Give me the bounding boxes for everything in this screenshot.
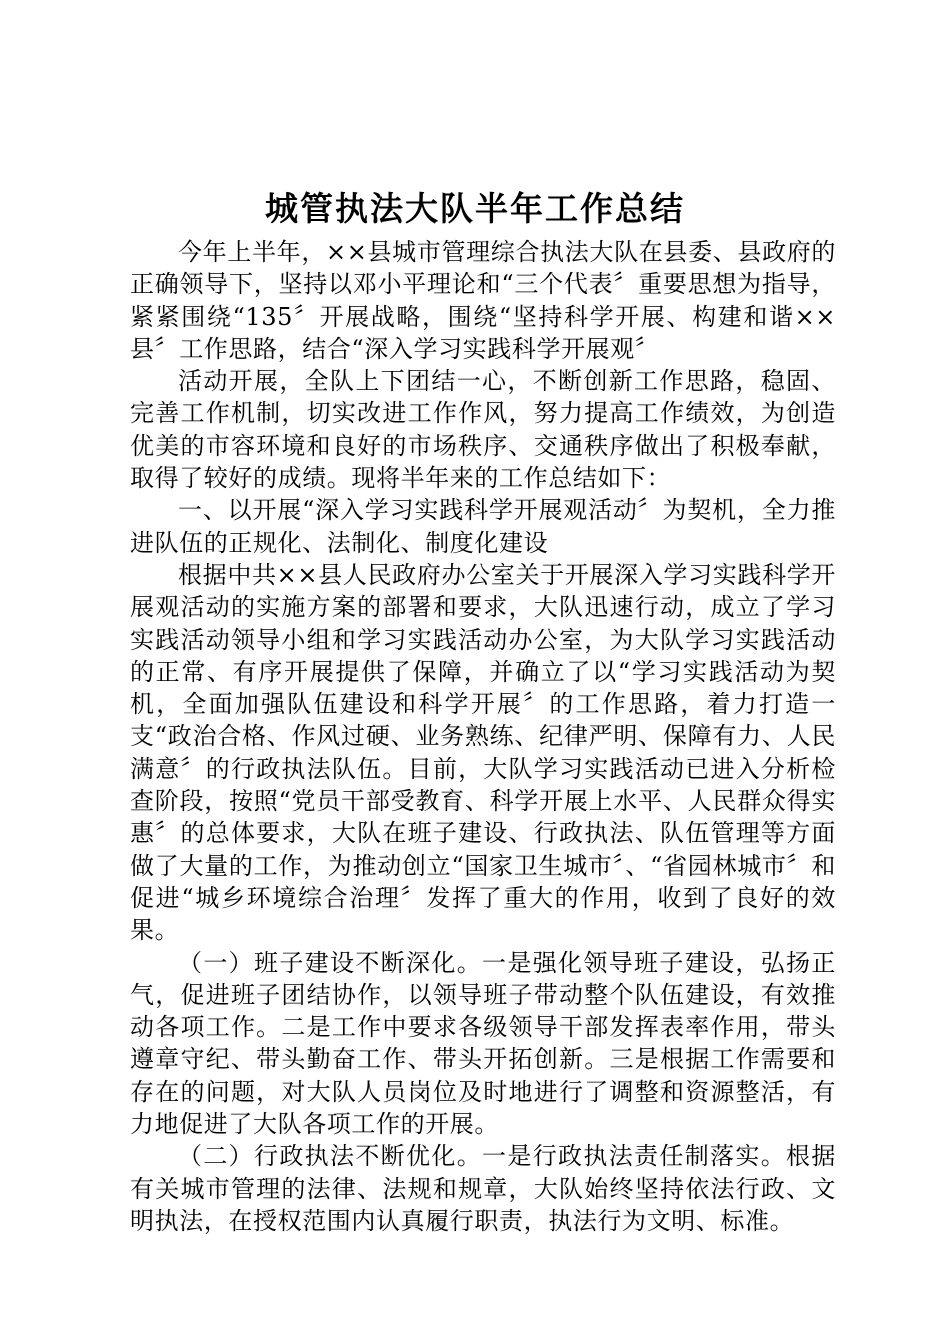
paragraph-leadership: （一）班子建设不断深化。一是强化领导班子建设，弘扬正气，促进班子团结协作，以领导班子带动整个队伍建设，有效推动各项工作。二是工作中要求各级领导干部发挥表率作用，带头遵章守纪、带头勤奋工作、带头开拓创新。三是根据工作需要和存在的问题，对大队人员岗位及时地进行了调整和资源整活，有力地促进了大队各项工作的开展。	[130, 948, 836, 1139]
paragraph-intro: 今年上半年，××县城市管理综合执法大队在县委、县政府的正确领导下，坚持以邓小平理论和“三个代表〞重要思想为指导，紧紧围绕“135〞开展战略，围绕“坚持科学开展、构建和谐××县〞工作思路，结合“深入学习实践科学开展观〞	[130, 238, 836, 363]
paragraph-achievements: 活动开展，全队上下团结一心，不断创新工作思路，稳固、完善工作机制，切实改进工作作风，努力提高工作绩效，为创造优美的市容环境和良好的市场秩序、交通秩序做出了积极奉献，取得了较好的成绩。现将半年来的工作总结如下：	[130, 367, 836, 493]
document-body	[130, 236, 836, 1237]
paragraph-study-practice: 根据中共××县人民政府办公室关于开展深入学习实践科学开展观活动的实施方案的部署和要求，大队迅速行动，成立了学习实践活动领导小组和学习实践活动办公室，为大队学习实践活动的正常、有序开展提供了保障，并确立了以“学习实践活动为契机，全面加强队伍建设和科学开展〞的工作思路，着力打造一支“政治合格、作风过硬、业务熟练、纪律严明、保障有力、人民满意〞的行政执法队伍。目前，大队学习实践活动已进入分析检查阶段，按照“党员干部受教育、科学开展上水平、人民群众得实惠〞的总体要求，大队在班子建设、行政执法、队伍管理等方面做了大量的工作，为推动创立“国家卫生城市〞、“省园林城市〞和促进“城乡环境综合治理〞发挥了重大的作用，收到了良好的效果。	[130, 560, 836, 945]
document-title: 城管执法大队半年工作总结	[265, 189, 685, 228]
paragraph-law-enforcement: （二）行政执法不断优化。一是行政执法责任制落实。根据有关城市管理的法律、法规和规章，大队始终坚持依法行政、文明执法，在授权范围内认真履行职责，执法行为文明、标准。	[130, 1142, 836, 1235]
section-heading-1: 一、以开展“深入学习实践科学开展观活动〞为契机，全力推进队伍的正规化、法制化、制度化建设	[130, 496, 836, 557]
